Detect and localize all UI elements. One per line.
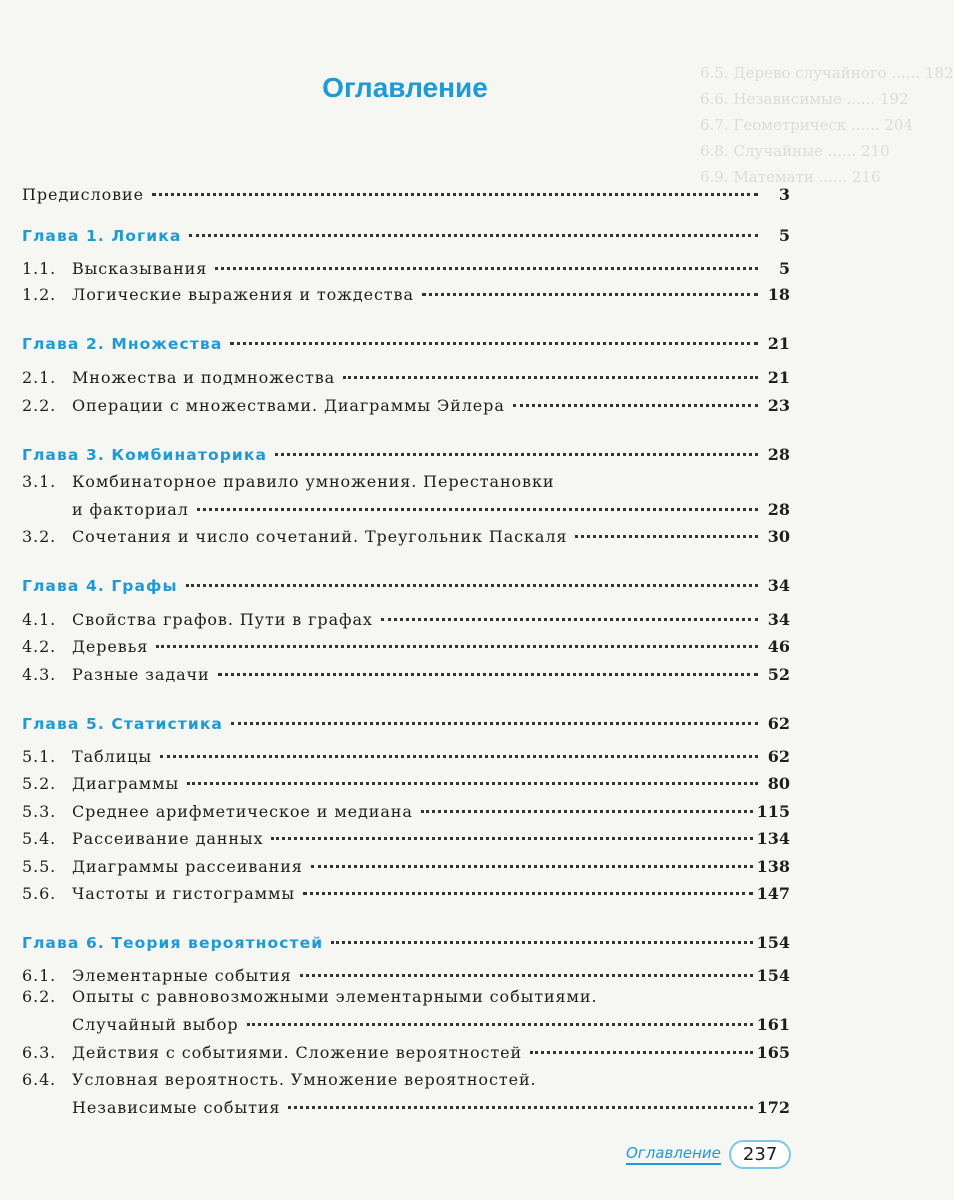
entry-title: [22, 500, 193, 519]
entry-number: 1.2.: [22, 285, 57, 304]
dot-leader: [230, 342, 758, 345]
entry-number: 6.2.: [22, 987, 57, 1006]
toc-chapter[interactable]: [22, 933, 790, 952]
entry-title-text: Диаграммы: [72, 774, 180, 793]
entry-title: [22, 1043, 526, 1062]
entry-title: [22, 259, 211, 278]
entry-number: 4.1.: [22, 610, 57, 629]
dot-leader: [271, 837, 752, 840]
toc-chapter[interactable]: [22, 445, 790, 464]
entry-title: [22, 966, 296, 985]
entry-page-number: 80: [767, 774, 790, 793]
entry-title: [22, 185, 148, 204]
entry-title-text: Глава 3. Комбинаторика: [22, 446, 268, 464]
entry-title: [22, 335, 226, 353]
dot-leader: [530, 1051, 753, 1054]
dot-leader: [231, 722, 758, 725]
toc-entry[interactable]: [22, 285, 790, 304]
dot-leader: [189, 234, 758, 237]
dot-leader: [421, 810, 753, 813]
entry-page-number: 62: [767, 747, 790, 766]
toc-entry-first-line: [22, 472, 554, 491]
toc-entry[interactable]: [22, 610, 790, 629]
toc-entry[interactable]: [22, 1043, 790, 1062]
dot-leader: [381, 618, 758, 621]
entry-title-text: Глава 2. Множества: [22, 335, 223, 353]
toc-entry[interactable]: [22, 396, 790, 415]
toc-entry-first-line: [22, 987, 597, 1006]
entry-title-line1: Опыты с равновозможными элементарными событиями.: [72, 987, 598, 1006]
dot-leader: [247, 1023, 753, 1026]
dot-leader: [331, 941, 752, 944]
dot-leader: [311, 865, 753, 868]
entry-number: 5.3.: [22, 802, 57, 821]
toc-entry[interactable]: [22, 1098, 790, 1117]
ghost-line: 6.8. Случайные ...... 210: [700, 142, 890, 160]
entry-title: [22, 829, 267, 848]
dot-leader: [275, 453, 758, 456]
entry-title-text: Элементарные события: [72, 966, 292, 985]
toc-entry[interactable]: [22, 1015, 790, 1034]
page-number: 237: [729, 1140, 791, 1169]
entry-title: [22, 527, 571, 546]
entry-page-number: 5: [778, 226, 790, 245]
page-title: Оглавление: [322, 72, 488, 103]
toc-entry[interactable]: [22, 966, 790, 985]
toc-entry[interactable]: [22, 637, 790, 656]
entry-title: [22, 577, 182, 595]
entry-number: 5.5.: [22, 857, 57, 876]
dot-leader: [197, 508, 758, 511]
ghost-line: 6.5. Дерево случайного ...... 182: [700, 64, 954, 82]
entry-number: 5.2.: [22, 774, 57, 793]
entry-page-number: 154: [756, 966, 790, 985]
entry-title-text: и факториал: [72, 500, 189, 519]
toc-entry[interactable]: [22, 665, 790, 684]
entry-title: [22, 715, 227, 733]
toc-chapter[interactable]: [22, 714, 790, 733]
entry-title: [22, 802, 417, 821]
entry-title-text: Глава 4. Графы: [22, 577, 178, 595]
entry-number: 2.1.: [22, 368, 57, 387]
entry-page-number: 172: [756, 1098, 790, 1117]
entry-page-number: 21: [767, 368, 790, 387]
entry-title-text: Высказывания: [72, 259, 208, 278]
entry-number: 6.3.: [22, 1043, 57, 1062]
entry-page-number: 30: [767, 527, 790, 546]
ghost-line: 6.9. Математи ...... 216: [700, 168, 881, 186]
entry-page-number: 46: [767, 637, 790, 656]
entry-title-text: Разные задачи: [72, 665, 210, 684]
entry-number: 1.1.: [22, 259, 57, 278]
toc-entry[interactable]: [22, 829, 790, 848]
entry-title-line1: Комбинаторное правило умножения. Перестановки: [72, 472, 555, 491]
toc-entry[interactable]: [22, 884, 790, 903]
entry-page-number: 52: [767, 665, 790, 684]
toc-chapter[interactable]: [22, 576, 790, 595]
dot-leader: [187, 782, 758, 785]
entry-title: [22, 396, 509, 415]
entry-page-number: 3: [778, 185, 790, 204]
toc-chapter[interactable]: [22, 334, 790, 353]
entry-title: [22, 857, 307, 876]
entry-number: 6.4.: [22, 1070, 57, 1089]
toc-entry[interactable]: [22, 857, 790, 876]
entry-page-number: 34: [767, 610, 790, 629]
ghost-line: 6.7. Геометрическ ...... 204: [700, 116, 914, 134]
entry-number: 3.1.: [22, 472, 57, 491]
dot-leader: [303, 892, 753, 895]
entry-number: 2.2.: [22, 396, 57, 415]
dot-leader: [160, 755, 758, 758]
entry-title: [22, 1098, 284, 1117]
entry-page-number: 165: [756, 1043, 790, 1062]
entry-title: [22, 774, 183, 793]
entry-title-text: Частоты и гистограммы: [72, 884, 295, 903]
entry-title-text: Свойства графов. Пути в графах: [72, 610, 373, 629]
entry-page-number: 21: [767, 334, 790, 353]
toc-entry[interactable]: [22, 747, 790, 766]
entry-title-text: Рассеивание данных: [72, 829, 264, 848]
toc-chapter[interactable]: [22, 226, 790, 245]
entry-title-line1: Условная вероятность. Умножение вероятностей.: [72, 1070, 537, 1089]
entry-page-number: 18: [767, 285, 790, 304]
entry-title: [22, 637, 152, 656]
dot-leader: [218, 673, 758, 676]
entry-title-text: Множества и подмножества: [72, 368, 336, 387]
dot-leader: [575, 535, 758, 538]
entry-title: [22, 368, 339, 387]
entry-title-text: Действия с событиями. Сложение вероятностей: [72, 1043, 523, 1062]
toc-entry-first-line: [22, 1070, 537, 1089]
entry-number: 5.1.: [22, 747, 57, 766]
entry-title: [22, 610, 377, 629]
entry-page-number: 161: [756, 1015, 790, 1034]
toc-entry[interactable]: [22, 774, 790, 793]
entry-number: 5.4.: [22, 829, 57, 848]
entry-title-text: Глава 6. Теория вероятностей: [22, 934, 324, 952]
entry-page-number: 147: [756, 884, 790, 903]
entry-number: 4.2.: [22, 637, 57, 656]
entry-page-number: 115: [756, 802, 790, 821]
entry-title-text: Диаграммы рассеивания: [72, 857, 303, 876]
entry-number: 4.3.: [22, 665, 57, 684]
toc-entry[interactable]: [22, 527, 790, 546]
entry-title-text: Независимые события: [72, 1098, 281, 1117]
entry-title: [22, 934, 327, 952]
footer-label: Оглавление: [626, 1144, 721, 1165]
entry-title-text: Глава 1. Логика: [22, 227, 182, 245]
entry-title-text: Логические выражения и тождества: [72, 285, 414, 304]
entry-page-number: 62: [767, 714, 790, 733]
toc-entry[interactable]: [22, 500, 790, 519]
dot-leader: [186, 584, 758, 587]
entry-title-text: Глава 5. Статистика: [22, 715, 223, 733]
entry-title-text: Сочетания и число сочетаний. Треугольник Паскаля: [72, 527, 568, 546]
toc-entry[interactable]: [22, 259, 790, 278]
dot-leader: [300, 974, 753, 977]
entry-title-text: Среднее арифметическое и медиана: [72, 802, 413, 821]
dot-leader: [152, 193, 758, 196]
page-footer: [626, 1140, 791, 1169]
entry-page-number: 34: [767, 576, 790, 595]
dot-leader: [513, 404, 758, 407]
entry-title-text: Операции с множествами. Диаграммы Эйлера: [72, 396, 505, 415]
entry-page-number: 154: [756, 933, 790, 952]
toc-entry[interactable]: [22, 802, 790, 821]
entry-title: [22, 1015, 243, 1034]
dot-leader: [288, 1106, 752, 1109]
entry-number: 5.6.: [22, 884, 57, 903]
entry-page-number: 134: [756, 829, 790, 848]
ghost-line: 6.6. Независимые ...... 192: [700, 90, 909, 108]
entry-title: [22, 446, 271, 464]
entry-title: [22, 285, 418, 304]
entry-page-number: 28: [767, 445, 790, 464]
dot-leader: [156, 645, 758, 648]
entry-page-number: 138: [756, 857, 790, 876]
entry-title: [22, 665, 214, 684]
entry-number: 3.2.: [22, 527, 57, 546]
entry-page-number: 5: [778, 259, 790, 278]
entry-title: [22, 884, 299, 903]
entry-page-number: 23: [767, 396, 790, 415]
dot-leader: [343, 376, 758, 379]
toc-entry[interactable]: [22, 185, 790, 204]
entry-title-text: Таблицы: [72, 747, 152, 766]
dot-leader: [422, 293, 758, 296]
toc-entry[interactable]: [22, 368, 790, 387]
entry-title: [22, 227, 185, 245]
entry-number: 6.1.: [22, 966, 57, 985]
entry-page-number: 28: [767, 500, 790, 519]
entry-title-text: Деревья: [72, 637, 149, 656]
entry-title: [22, 747, 156, 766]
entry-title-text: Случайный выбор: [72, 1015, 239, 1034]
dot-leader: [215, 267, 758, 270]
entry-title-text: Предисловие: [22, 185, 144, 204]
